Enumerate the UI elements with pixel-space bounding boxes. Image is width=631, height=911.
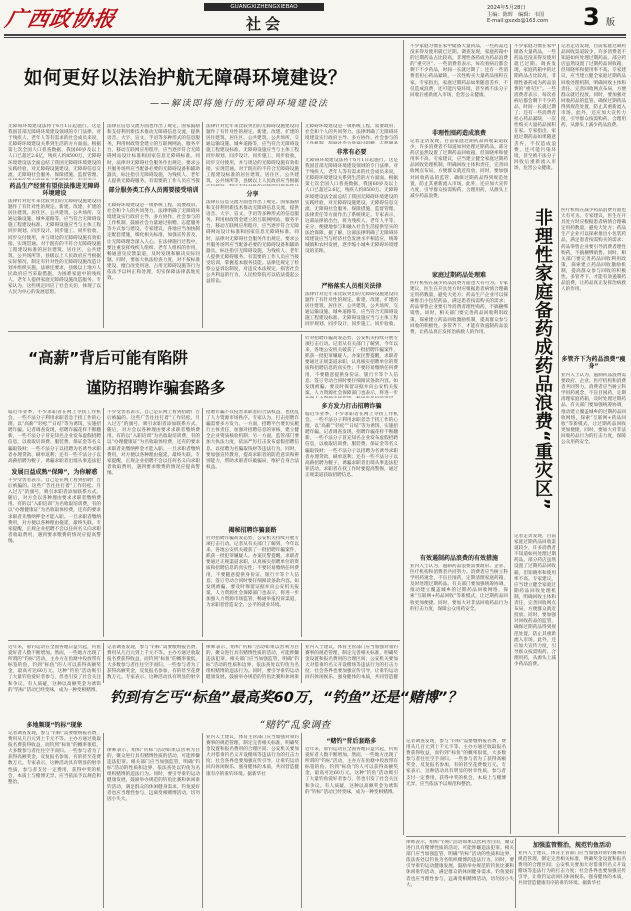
article2-body-col2: 不少受害者表示，自己是在网上看到招聘广告后被骗的。这些广告往往打着“工作轻松、月入过万”的旗号，吸引求职者添加联系方式。随后，对方会以各种理由要求求职者缴纳费用。有的以“入职培训”为名收取培训费，有的以“办理健康证”为名收取体检费，还有的要求求职者先缴纳押金才能入职。一旦求职者缴纳费用，对方便以各种理由拖延，最终失联。专家提醒，正规企业招聘不会以任何名义向求职者收取费用，遇到要求缴费的情况应提高警惕。 xyxy=(107,410,200,476)
article3-body-col1b: 记者走访发现，目前家庭过期药品回收渠道较少，许多消费者不知道如何处理过期药品。部分药店虽然设置了过期药品回收箱，但知晓率和使用率不高。专家建议，应当建立健全家庭过期药品回收处理机制，明确回收主体和责任，完善回收网点布局，方便群众就近投放。同时，要加强对回收药品的监管，确保过期药品得到规范处置，防止其重新流入市场。此外，还应加大宣传力度，引导群众按需购药、合理用药，从源头上减少药品浪费。 xyxy=(410,139,508,199)
article3-subhead-d: 有效遏制药品浪费的有效措施 xyxy=(419,555,498,562)
article4-body-col4b: 近年来，垂钓运动在全国各地日益兴起，钓鱼爱好者人数不断增加。然而，一些地方出现了所谓的“钓标”活动，主办方在鱼塘中投放带有标签的鱼，钓到“标鱼”的人可以获得高额奖金，最高可达60万元。这种“钓鱼”活动吸引了大量钓鱼爱好者参与，但也引发了社会关注和争议。有人质疑，这种以高额奖金为诱饵的“钓标”活动已经变味，成为一种变相赌博。 xyxy=(305,747,398,795)
article2-body-col1b: 不少受害者表示，自己是在网上看到招聘广告后被骗的。这些广告往往打着“工作轻松、月入过万”的旗号，吸引求职者添加联系方式。随后，对方会以各种理由要求求职者缴纳费用。有的以“入职培训”为名收取培训费，有的以“办理健康证”为名收取体检费，还有的要求求职者先缴纳押金才能入职。一旦求职者缴纳费用，对方便以各种理由拖延，最终失联。专家提醒，正规企业招聘不会以任何名义向求职者收取费用，遇到要求缴费的情况应提高警惕。 xyxy=(8,478,101,544)
article3-body-col2c: 业内人士认为，遏制药品浪费需要政府、企业、医疗机构和消费者共同努力。消费者应当树立科学用药观念，不盲目囤药，定期清理家庭药箱，及时处理过期药品。有关部门要加强统筹协调，推动建立覆盖城乡的过期药品回收网络，探索“互联网+药品回收”等新模式，让过期药品回收更加便捷。同时，要加大对非法回收药品行为的打击力度，保障公众用药安全。 xyxy=(561,373,626,446)
article1-body-col4c: 法律针对近年来比较突出的无障碍设施建设问题作了有针对性的规定。新建、改建、扩建的居住建筑、居住区、公共建筑、公共场所、交通运输设施、城乡道路等，应当符合无障碍设施工程建设标准。无障碍设施应当与主体工程同步规划、同步设计、同步施工、同步验收、 xyxy=(305,292,398,327)
article1-subhead-a: 药品生产经营有望依法推进无障碍环境建设 xyxy=(9,183,100,197)
article1-subhead-d: 分享 xyxy=(246,191,259,198)
col-divider xyxy=(103,122,104,328)
article3-subhead-a: 非理性囤药造成浪费 xyxy=(431,130,486,137)
article3-subhead-b: 家庭过期药品处理难 xyxy=(431,272,486,279)
article3-body-col3b: 记者走访发现，目前家庭过期药品回收渠道较少，许多消费者不知道如何处理过期药品。部分药店虽然设置了过期药品回收箱，但知晓率和使用率不高。专家建议，应当建立健全家庭过期药品回收处理机制，明确回收主体和责任，完善回收网点布局，方便群众就近投放。同时，要加强对回收药品的监管，确保过期药品得到规范处置，防止其重新流入市场。此外，还应加大宣传力度，引导群众按需购药、合理用药，从源头上减少药品浪费。 xyxy=(514,534,556,667)
masthead-rule-thick xyxy=(4,34,626,36)
article3-body-col3: 不少家庭习惯在家中储备大量药品，一些药品还没来得及使用就已过期。调查发现，家庭药箱中的过期药品占比较高，非理性备药成为药品浪费的“重灾区”。一些消费者表示，每次看病后都会剩下不少药品，时间一长就过期了；还有一些消费者担心药品紧缺，一次性购买大量药品囤积在家。专家指出，家庭过期药品如果随意丢弃，不仅造成浪费，还可能污染环境，甚至被不法分子回收后重新流入市场，危害公众健康。 xyxy=(514,44,556,171)
col-divider xyxy=(301,334,302,637)
article2-body-col4: 针对招聘诈骗高发态势，公安机关持续开展专项打击行动。记者从有关部门了解到，今年以来，各地公安机关破获了一批招聘诈骗案件，抓获一批犯罪嫌疑人。办案民警提醒，求职者要通过正规渠道求职，认真核实招聘单位的资质和招聘信息的真实性；不要轻易缴纳任何费用，不要随意提供身份证、银行卡等个人信息；签订劳动合同时要仔细阅读条款内容。如发现被骗，要及时保留证据并向公安机关报案。人力资源社会保障部门也表示，将进一步 xyxy=(305,336,398,396)
column-divider-main xyxy=(403,40,404,835)
col-divider xyxy=(202,733,203,908)
article1-subhead-b: 非常有必要 xyxy=(336,149,367,156)
article1-headline: 如何更好以法治护航无障碍环境建设？ xyxy=(24,68,348,89)
article4-top-rule-right xyxy=(406,836,626,837)
article4-body-col1: 近年来，垂钓运动在全国各地日益兴起，钓鱼爱好者人数不断增加。然而，一些地方出现了所谓的“钓标”活动，主办方在鱼塘中投放带有标签的鱼，钓到“标鱼”的人可以获得高额奖金，最高可达60万元。这种“钓鱼”活动吸引了大量钓鱼爱好者参与，但也引发了社会关注和争议。有人质疑，这种以高额奖金为诱饵的“钓标”活动已经变味，成为一种变相赌博。 xyxy=(8,645,101,693)
article2-body-col4b: 临近毕业季，不少求职者在网上寻找工作机会。一些不法分子利用求职者急于找工作的心理，以“高薪”“轻松”“日结”等为诱饵，实施招聘诈骗。记者调查发现，招聘诈骗花样不断翻新，一些不法分子冒充知名企业发布虚假招聘信息，以收取培训费、服装费、保证金等名义骗取钱财；一些不法分子以招聘为名诱导求职者办理贷款、刷单返利；还有一些不法分子以高薪招聘为幌子，诱骗求职者出境从事违法犯罪活动。求职者在找工作时要提高警惕，通过正规渠道获取招聘信息。 xyxy=(305,412,398,478)
col-divider xyxy=(515,838,516,908)
article3-body-col1c: 医疗机构在减少药品浪费方面也大有可为。专家建议，医生在开具处方时应根据患者病情合理确定用药数量，避免大处方；药品生产企业可以探索推出小包装药品，满足患者按需购买的需求；药品零售企业要引导消费者理性购药，不搞捆绑销售。同时，相关部门要完善药品回收利用政策，探索建立药品回收激励机制，提高群众参与回收的积极性。多管齐下，才能有效遏制药品浪费，让药品真正发挥治病救人的作用。 xyxy=(410,281,508,335)
article1-subheadline: ——解读即将施行的无障碍环境建设法 xyxy=(150,99,329,109)
article1-body-col2b: 无障碍环境建设是一项系统工程，需要政府、社会和个人的共同努力。法律明确了无障碍环境建设实行政府主导、多方协作、社会参与的工作机制，鼓励社会力量通过捐赠、志愿服务等方式参与建设。专家建议，各地应当加快制定配套措施，细化相关标准，加强宣传普及，让无障碍理念深入人心。在法律施行过程中，要注重发挥残疾人组织、老年人组织的作用，畅通意见反馈渠道，及时发现和解决实际问题。同时，要加大执法检查力度，对不按标准建设、擅自改变用途、占用无障碍设施等行为依法予以纠正和处理，切实保障法律落地见效。 xyxy=(107,203,200,282)
article4-body-col1b: 记者调查发现，参与“钓标”需要缴纳报名费，费用从几百元到上千元不等。主办方通过收取报名费获得收益，而钓到“标鱼”的概率很低，大多数参与者往往空手而归。一些参与者为了获得高额奖金，反复报名参加，有的甚至花费数万元。专家表示，这种活动具有明显的射幸性质，参与者支付一定费用，获得中奖的机会，本质上与赌博无异，应当依法予以规范和整治。 xyxy=(8,731,101,785)
article3-body-col2b: 医疗机构在减少药品浪费方面也大有可为。专家建议，医生在开具处方时应根据患者病情合理确定用药数量，避免大处方；药品生产企业可以探索推出小包装药品，满足患者按需购买的需求；药品零售企业要引导消费者理性购药，不搞捆绑销售。同时，相关部门要完善药品回收利用政策，探索建立药品回收激励机制，提高群众参与回收的积极性。多管齐下，才能有效遏制药品浪费，让药品真正发挥治病救人的作用。 xyxy=(561,208,626,293)
article2-subhead-a: 发展日益成熟“保障”，为你解惑 xyxy=(11,469,98,476)
article3-headline: 非理性家庭备药成药品浪费“重灾区” xyxy=(532,208,553,511)
article4-subhead-b: “赌钓”背后套路多 xyxy=(326,738,377,745)
article2-body-col3: 招聘诈骗不仅侵害求职者的合法权益，也扰乱了人力资源市场秩序。专家认为，打击招聘诈骗需要多方发力。一方面，招聘平台要切实履行主体责任，加强对招聘信息的审核，建立健全企业资质核验机制；另一方面，监管部门要加大执法力度，依法严厉打击发布虚假招聘信息、以招聘为名骗取钱财等违法行为。同时，要加强宣传教育，提高求职者的防范意识和辨别能力，帮助求职者识破骗局，维护自身合法权益。 xyxy=(206,410,299,470)
article4-body-col2: 记者调查发现，参与“钓标”需要缴纳报名费，费用从几百元到上千元不等。主办方通过收取报名费获得收益，而钓到“标鱼”的概率很低，大多数参与者往往空手而归。一些参与者为了获得高额奖金，反复报名参加，有的甚至花费数万元。专家表示，这种活动具有明显的射幸 xyxy=(107,645,200,681)
col-divider xyxy=(202,643,203,683)
article2-body-col3b: 针对招聘诈骗高发态势，公安机关持续开展专项打击行动。记者从有关部门了解到，今年以来，各地公安机关破获了一批招聘诈骗案件，抓获一批犯罪嫌疑人。办案民警提醒，求职者要通过正规渠道求职，认真核实招聘单位的资质和招聘信息的真实性；不要轻易缴纳任何费用，不要随意提供身份证、银行卡等个人信息；签订劳动合同时要仔细阅读条款内容。如发现被骗，要及时保留证据并向公安机关报案。人力资源社会保障部门也表示，将进一步加强人力资源市场监管，畅通举报投诉渠道，为求职者营造安全、公平的就业环境。 xyxy=(206,536,299,609)
col-divider xyxy=(510,44,511,834)
section-title: 社会 xyxy=(245,15,284,33)
article1-body-col1: 无障碍环境建设法将于6月1日起施行。这是我国首部无障碍环境建设领域的专门法律。对于残疾人、老年人等有需求的社会成员来说，无障碍环境建设关系到生活的方方面面。根据第七次全国人口普查数据，我国60岁及以上人口已超过2.6亿，残疾人约8500万。无障碍环境建设法全面总结了我国无障碍环境建设的实践经验，对无障碍设施建设、无障碍信息交流、无障碍社会服务、保障措施、监督管理、 xyxy=(8,124,101,178)
email-line: E-mail:gxzxb@163.com xyxy=(487,18,549,24)
page-number: 3 xyxy=(583,3,600,31)
masthead-pinyin: GUANGXIZHENGXIEBAO xyxy=(204,3,324,11)
col-divider xyxy=(103,408,104,637)
col-divider xyxy=(558,44,559,834)
article1-body-col1b: 法律针对近年来比较突出的无障碍设施建设问题作了有针对性的规定。新建、改建、扩建的居住建筑、居住区、公共建筑、公共场所、交通运输设施、城乡道路等，应当符合无障碍设施工程建设标准。无障碍设施应当与主体工程同步规划、同步设计、同步施工、同步验收、同步交付使用，并与周边的无障碍设施有效衔接、实现贯通。对于既有的不符合无障碍设施工程建设标准的居住建筑、居住区、公共建筑、公共场所等，县级以上人民政府应当根据实际情况，制定有针对性的无障碍设施改造计划并组织实施。法律还要求，县级以上地方人民政府应当采取措施，为困难家庭中的残疾人、老年人提供家庭无障碍设施改造服务。专家认为，这些规定回应了社会关切，体现了以人民为中心的发展思想。 xyxy=(8,199,101,296)
article2-subhead-c: 多方发力打击招聘诈骗 xyxy=(321,403,382,410)
article1-subhead-e: 严格落实人员相关法律 xyxy=(321,283,382,290)
article1-body-col3b: 法律在信息交流方面也作出了规定。国家鼓励和支持利用新技术推动无障碍信息交流，提供语音、大字、盲文、手语等多种形式的信息服务。利用财政资金建立的互联网网站、服务平台、移动互联网应用程序，应当逐步符合无障碍网站设计标准和国家信息无障碍标准。同时，法律对无障碍社会服务作出规定，要求公共服务场所应当配备必要的无障碍设备和辅助器具，标注指引无障碍设施，为残疾人、老年人提供无障碍服务。有需要的工作人员应当接受培训，掌握基本服务技能。法律还规定了检察公益诉讼制度，对违反本法规定，损害社会公共利益的行为，人民检察院可以依法提起公益诉讼。 xyxy=(206,200,299,285)
article4-body-col5: 记者调查发现，参与“钓标”需要缴纳报名费，费用从几百元到上千元不等。主办方通过收取报名费获得收益，而钓到“标鱼”的概率很低，大多数参与者往往空手而归。一些参与者为了获得高额奖金，反复报名参加，有的甚至花费数万元。专家表示，这种活动具有明显的射幸性质，参与者支付一定费用，获得中奖的机会，本质上与赌博无异，应当依法予以规范和整治。 xyxy=(406,739,506,787)
article2-body-col1: 临近毕业季，不少求职者在网上寻找工作机会。一些不法分子利用求职者急于找工作的心理，以“高薪”“轻松”“日结”等为诱饵，实施招聘诈骗。记者调查发现，招聘诈骗花样不断翻新，一些不法分子冒充知名企业发布虚假招聘信息，以收取培训费、服装费、保证金等名义骗取钱财；一些不法分子以招聘为名诱导求职者办理贷款、刷单返利；还有一些不法分子以高薪招聘为幌子，诱骗求职者出境从事违法犯 xyxy=(8,410,101,464)
article1-body-col3: 法律针对近年来比较突出的无障碍设施建设问题作了有针对性的规定。新建、改建、扩建的居住建筑、居住区、公共建筑、公共场所、交通运输设施、城乡道路等，应当符合无障碍设施工程建设标准。无障碍设施应当与主体工程同步规划、同步设计、同步施工、同步验收、同步交付使用，并与周边的无障碍设施有效衔接、实现贯通。对于既有的不符合无障碍设施工程建设标准的居住建筑、居住区、公共建筑、公共场所等，县级以上人民政府应当根据 xyxy=(206,124,299,184)
article1-body-col2: 法律在信息交流方面也作出了规定。国家鼓励和支持利用新技术推动无障碍信息交流，提供语音、大字、盲文、手语等多种形式的信息服务。利用财政资金建立的互联网网站、服务平台、移动互联网应用程序，应当逐步符合无障碍网站设计标准和国家信息无障碍标准。同时，法律对无障碍社会服务作出规定，要求公共服务场所应当配备必要的无障碍设备和辅助器具，标注指引无障碍设施，为残疾人、老年人提供无障碍服务。有需要的工作人员应当接 xyxy=(107,124,200,184)
article3-body-col2: 记者走访发现，目前家庭过期药品回收渠道较少，许多消费者不知道如何处理过期药品。部分药店虽然设置了过期药品回收箱，但知晓率和使用率不高。专家建议，应当建立健全家庭过期药品回收处理机制，明确回收主体和责任，完善回收网点布局，方便群众就近投放。同时，要加强对回收药品的监管，确保过期药品得到规范处置，防止其重新流入市场。此外，还应加大宣传力度，引导群众按需购药、合理用药，从源头上减少药品浪费。 xyxy=(561,44,626,129)
article2-headline-line2: 谨防招聘诈骗套路多 xyxy=(86,379,226,397)
article4-body-col2b: 律师表示，组织“钓标”活动如果以营利为目的，聚众进行具有赌博性质的活动，可能涉嫌违法犯罪。相关部门应当加强监管，明确“钓标”活动的性质和边界，依法查处以钓鱼为名组织赌博的违法行为。同时，要引导垂钓运动健康发展，鼓励举办规范的钓鱼比赛和休闲垂钓活动，满足群众的休闲健身需求。钓鱼爱好者也应当理性参与，远离变相赌博活动，切勿因小失大。 xyxy=(107,748,200,802)
article4-subhead-c: 加强监管整治，规范钓鱼活动 xyxy=(532,842,611,849)
article1-subhead-c: 部分服务类工作人员需要接受培训 xyxy=(108,187,199,194)
article3-subhead-c: 多管齐下为药品浪费“瘦身” xyxy=(561,356,626,370)
col-divider xyxy=(202,122,203,328)
article4-body-col3: 律师表示，组织“钓标”活动如果以营利为目的，聚众进行具有赌博性质的活动，可能涉嫌违法犯罪。相关部门应当加强监管，明确“钓标”活动的性质和边界，依法查处以钓鱼为名组织赌博的违法行为。同时，要引导垂钓运动健康发展，鼓励举办规范的钓鱼比赛和休闲垂 xyxy=(206,645,299,681)
newspaper-logo: 广西政协报 xyxy=(3,6,119,31)
article4-body-col3b: 业内人士建议，体育主管部门应当加强对垂钓赛事的规范管理，制定完善相关标准，明确奖金设置和报名费用的合理区间；公安机关要加大对借垂钓名义开设赌场等违法行为的打击力度；社会各界也要加强宣传引导，让垂钓运动回归休闲娱乐、强身健体的本质，共同营造健康有序的垂钓环境。据新华社 xyxy=(206,735,299,777)
article3-body-col1: 不少家庭习惯在家中储备大量药品，一些药品还没来得及使用就已过期。调查发现，家庭药箱中的过期药品占比较高，非理性备药成为药品浪费的“重灾区”。一些消费者表示，每次看病后都会剩下不少药品，时间一长就过期了；还有一些消费者担心药品紧缺，一次性购买大量药品囤积在家。专家指出，家庭过期药品如果随意丢弃，不仅造成浪费，还可能污染环境，甚至被不法分子回收后重新流入市场，危害公众健康。 xyxy=(410,44,508,98)
article4-headline: 钓到有乞丐“标鱼”最高奖60万，“钓鱼”还是“赌博”？ xyxy=(110,690,462,706)
issue-date: 2024年5月28日 xyxy=(487,5,526,11)
article4-body-col5b: 律师表示，组织“钓标”活动如果以营利为目的，聚众进行具有赌博性质的活动，可能涉嫌违法犯罪。相关部门应当加强监管，明确“钓标”活动的性质和边界，依法查处以钓鱼为名组织赌博的违法行为。同时，要引导垂钓运动健康发展，鼓励举办规范的钓鱼比赛和休闲垂钓活动，满足群众的休闲健身需求。钓鱼爱好者也应当理性参与，远离变相赌博活动，切勿因小失大。 xyxy=(406,840,514,888)
col-divider xyxy=(202,408,203,637)
editor-line: 主编：陈辉 编辑：韦国 xyxy=(487,12,545,18)
article4-top-rule xyxy=(8,640,400,641)
masthead-rule-thin xyxy=(4,37,626,38)
col-divider xyxy=(103,643,104,683)
article1-body-col4b: 无障碍环境建设法将于6月1日起施行。这是我国首部无障碍环境建设领域的专门法律。对于残疾人、老年人等有需求的社会成员来说，无障碍环境建设关系到生活的方方面面。根据第七次全国人口普查数据，我国60岁及以上人口已超过2.6亿，残疾人约8500万。无障碍环境建设法全面总结了我国无障碍环境建设的实践经验，对无障碍设施建设、无障碍信息交流、无障碍社会服务、保障措施、监督管理、法律责任等方面作出了系统规定。专家表示，这部法律的出台，将为残疾人、老年人平等、充分、便捷地参与和融入社会生活提供坚实的法治保障。据了解，这部法律明确了无障碍环境建设应当与经济社会发展水平相适应，统筹城镇和农村发展，逐步缩小城乡无障碍环境建设的差距。 xyxy=(305,158,398,255)
article4-body-col6: 业内人士建议，体育主管部门应当加强对垂钓赛事的规范管理，制定完善相关标准，明确奖金设置和报名费用的合理区间；公安机关要加大对借垂钓名义开设赌场等违法行为的打击力度；社会各界也要加强宣传引导，让垂钓运动回归休闲娱乐、强身健体的本质，共同营造健康有序的垂钓环境。据新华社 xyxy=(518,851,626,887)
article3-body-col1d: 业内人士认为，遏制药品浪费需要政府、企业、医疗机构和消费者共同努力。消费者应当树立科学用药观念，不盲目囤药，定期清理家庭药箱，及时处理过期药品。有关部门要加强统筹协调，推动建立覆盖城乡的过期药品回收网络，探索“互联网+药品回收”等新模式，让过期药品回收更加便捷。同时，要加大对非法回收药品行为的打击力度，保障公众用药安全。 xyxy=(410,564,508,612)
article1-body-col4: 无障碍环境建设是一项系统工程，需要政府、社会和个人的共同努力。法律明确了无障碍环境建设实行政府主导、多方协作、社会参与的 xyxy=(305,124,398,142)
col-divider xyxy=(301,122,302,328)
article2-subhead-b: 揭秘招聘诈骗套路 xyxy=(228,527,277,534)
col-divider xyxy=(103,733,104,908)
page-unit: 版 xyxy=(606,18,616,28)
article2-headline-line1: “高薪”背后可能有陷阱 xyxy=(28,349,188,367)
article4-body-col4: 业内人士建议，体育主管部门应当加强对垂钓赛事的规范管理，制定完善相关标准，明确奖金设置和报名费用的合理区间；公安机关要加大对借垂钓名义开设赌场等违法行为的打击力度；社会各界也要加强宣传引导，让垂钓运动回归休闲娱乐、强身健体的本质，共同营造健 xyxy=(305,645,398,681)
col-divider xyxy=(301,733,302,908)
article4-subhead-a: 多地频现“钓标”现象 xyxy=(26,722,83,729)
article2-top-rule xyxy=(8,331,400,332)
col-divider xyxy=(301,643,302,683)
article4-subheadline: “赌钓”乱象调查 xyxy=(260,720,331,731)
